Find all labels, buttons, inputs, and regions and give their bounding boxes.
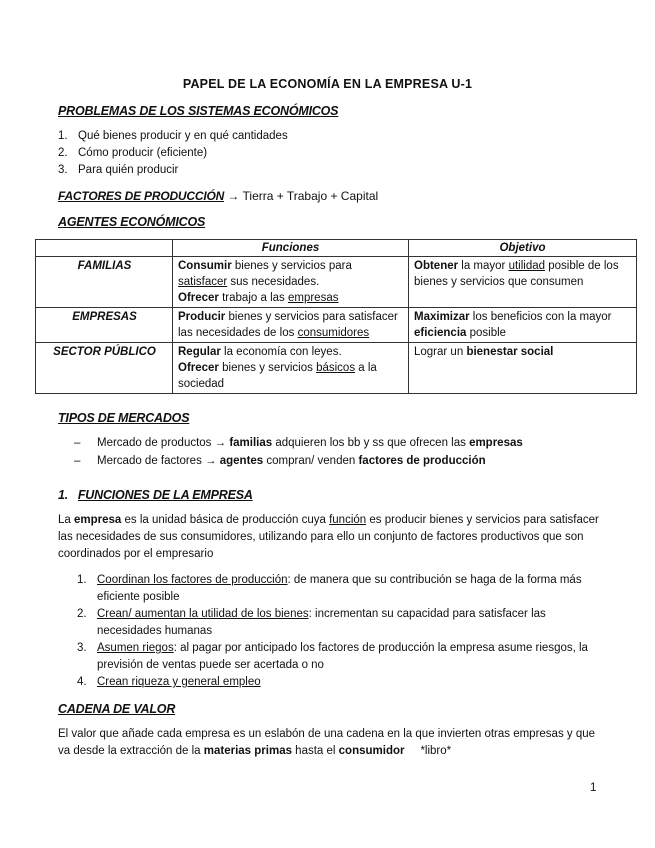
bold-text: empresas [469,437,523,449]
list-item [77,640,602,674]
section-number: 1. [58,488,69,502]
list-number: 2. [58,147,68,159]
heading-agentes: AGENTES ECONÓMICOS [58,215,206,229]
heading-problemas: PROBLEMAS DE LOS SISTEMAS ECONÓMICOS [58,104,339,118]
agent-empresas: EMPRESAS [36,308,173,343]
objetivo-cell [409,308,637,343]
arrow-icon: → [214,437,227,449]
arrow-icon: → [205,455,217,467]
list-number: 3. [58,164,68,176]
underlined-text: básicos [316,362,356,374]
document-title: PAPEL DE LA ECONOMÍA EN LA EMPRESA U-1 [182,77,473,91]
text: bienes y servicios para [231,260,352,272]
table-row [36,257,637,308]
underlined-text: utilidad [508,260,546,272]
text: adquieren los bb y ss que ofrecen las [272,437,470,449]
table-row [36,308,637,343]
agentes-table [35,239,637,394]
underlined-text: Crean riqueza y general empleo [97,676,261,688]
bold-text: materias primas [203,745,292,757]
problemas-list [58,128,288,179]
list-number: 2. [77,608,87,620]
underlined-text: Coordinan los factores de producción [97,574,288,586]
text: Lograr un [414,346,467,358]
bold-text: consumidor [338,745,405,757]
text: : incrementan su capacidad para satisfacer las necesidades humanas [97,608,546,637]
text: la mayor [458,260,509,272]
list-item [77,572,602,606]
funciones-paragraph [58,512,603,563]
list-number: 4. [77,676,87,688]
text: la economía con leyes. [220,346,342,358]
text: los beneficios con la mayor [469,311,612,323]
list-text: Para quién producir [78,164,179,176]
bold-text: Producir [178,311,226,323]
list-item [58,128,288,145]
underlined-text: Asumen riegos [97,642,174,654]
text: posible de los bienes y servicios que consumen [414,260,619,288]
bold-text: empresa [74,514,122,526]
text: posible [466,327,507,339]
section-title: FUNCIONES DE LA EMPRESA [77,488,253,502]
heading-mercados: TIPOS DE MERCADOS [58,411,190,425]
underlined-text: satisfacer [178,276,228,288]
list-item [77,674,602,691]
list-number: 1. [58,130,68,142]
bold-text: factores de producción [358,455,486,467]
factores-text: Tierra + Trabajo + Capital [242,189,379,203]
heading-factores: FACTORES DE PRODUCCIÓN [58,189,225,203]
objetivo-cell [409,257,637,308]
funciones-cell [173,308,409,343]
objetivo-cell [409,343,637,394]
list-text: Qué bienes producir y en qué cantidades [78,130,288,142]
funciones-list [77,572,602,691]
list-item [58,145,288,162]
bold-text: Ofrecer [178,292,219,304]
list-text: Cómo producir (eficiente) [78,147,208,159]
agent-familias: FAMILIAS [36,257,173,308]
bold-text: eficiencia [414,327,467,339]
arrow-icon: → [227,189,240,203]
text: hasta el [291,745,339,757]
text: bienes y servicios para satisfacer las necesidades de los [178,311,398,339]
bold-text: Ofrecer [178,362,219,374]
header-empty [36,240,173,257]
funciones-cell [173,343,409,394]
factores-line [58,189,378,203]
text: es la unidad básica de producción cuya [121,514,330,526]
bold-text: Obtener [414,260,459,272]
underlined-text: consumidores [297,327,370,339]
list-number: 3. [77,642,87,654]
text: sus necesidades. [227,276,320,288]
text: El valor que añade cada empresa es un eslabón de una cadena en la que invierten otras empresas y que va desde la extracción de la [58,728,596,757]
bold-text: Maximizar [414,311,470,323]
text: : al pagar por anticipado los factores de producción la empresa asume riesgos, la previsión de ventas puede ser acertada o no [97,642,588,671]
text: a la sociedad [178,362,377,390]
heading-cadena: CADENA DE VALOR [58,702,176,716]
bold-text: Regular [178,346,221,358]
underlined-text: empresas [287,292,339,304]
list-number: 1. [77,574,87,586]
list-item [58,162,288,179]
text: trabajo a las [218,292,288,304]
text: La [58,514,74,526]
text: es producir bienes y servicios para satisfacer las necesidades de sus consumidores, utilizando para ello un conjunto de factores productivos que son coordinados por el empresario [58,514,599,560]
table-header-row [36,240,637,257]
dash-bullet: – [74,437,81,449]
table-row [36,343,637,394]
text: Mercado de productos [97,437,215,449]
funciones-cell [173,257,409,308]
cadena-paragraph [58,726,603,760]
bold-text: familias [229,437,273,449]
text: bienes y servicios [218,362,317,374]
agent-sector-publico: SECTOR PÚBLICO [36,343,173,394]
bold-text: Consumir [178,260,232,272]
list-item [74,434,523,452]
page-number: 1 [590,782,597,794]
underlined-text: Crean/ aumentan la utilidad de los bienes [97,608,309,620]
bold-text: agentes [219,455,264,467]
list-item [74,452,523,470]
heading-funciones [58,488,253,502]
header-objetivo: Objetivo [409,240,637,257]
text: : de manera que su contribución se haga de la forma más eficiente posible [97,574,582,603]
text: compran/ venden [263,455,359,467]
bold-text: bienestar social [466,346,554,358]
list-item [77,606,602,640]
underlined-text: función [329,514,367,526]
dash-bullet: – [74,455,81,467]
text: Mercado de factores [97,455,206,467]
header-funciones: Funciones [173,240,409,257]
mercados-list [74,434,523,470]
text: *libro* [404,745,452,757]
